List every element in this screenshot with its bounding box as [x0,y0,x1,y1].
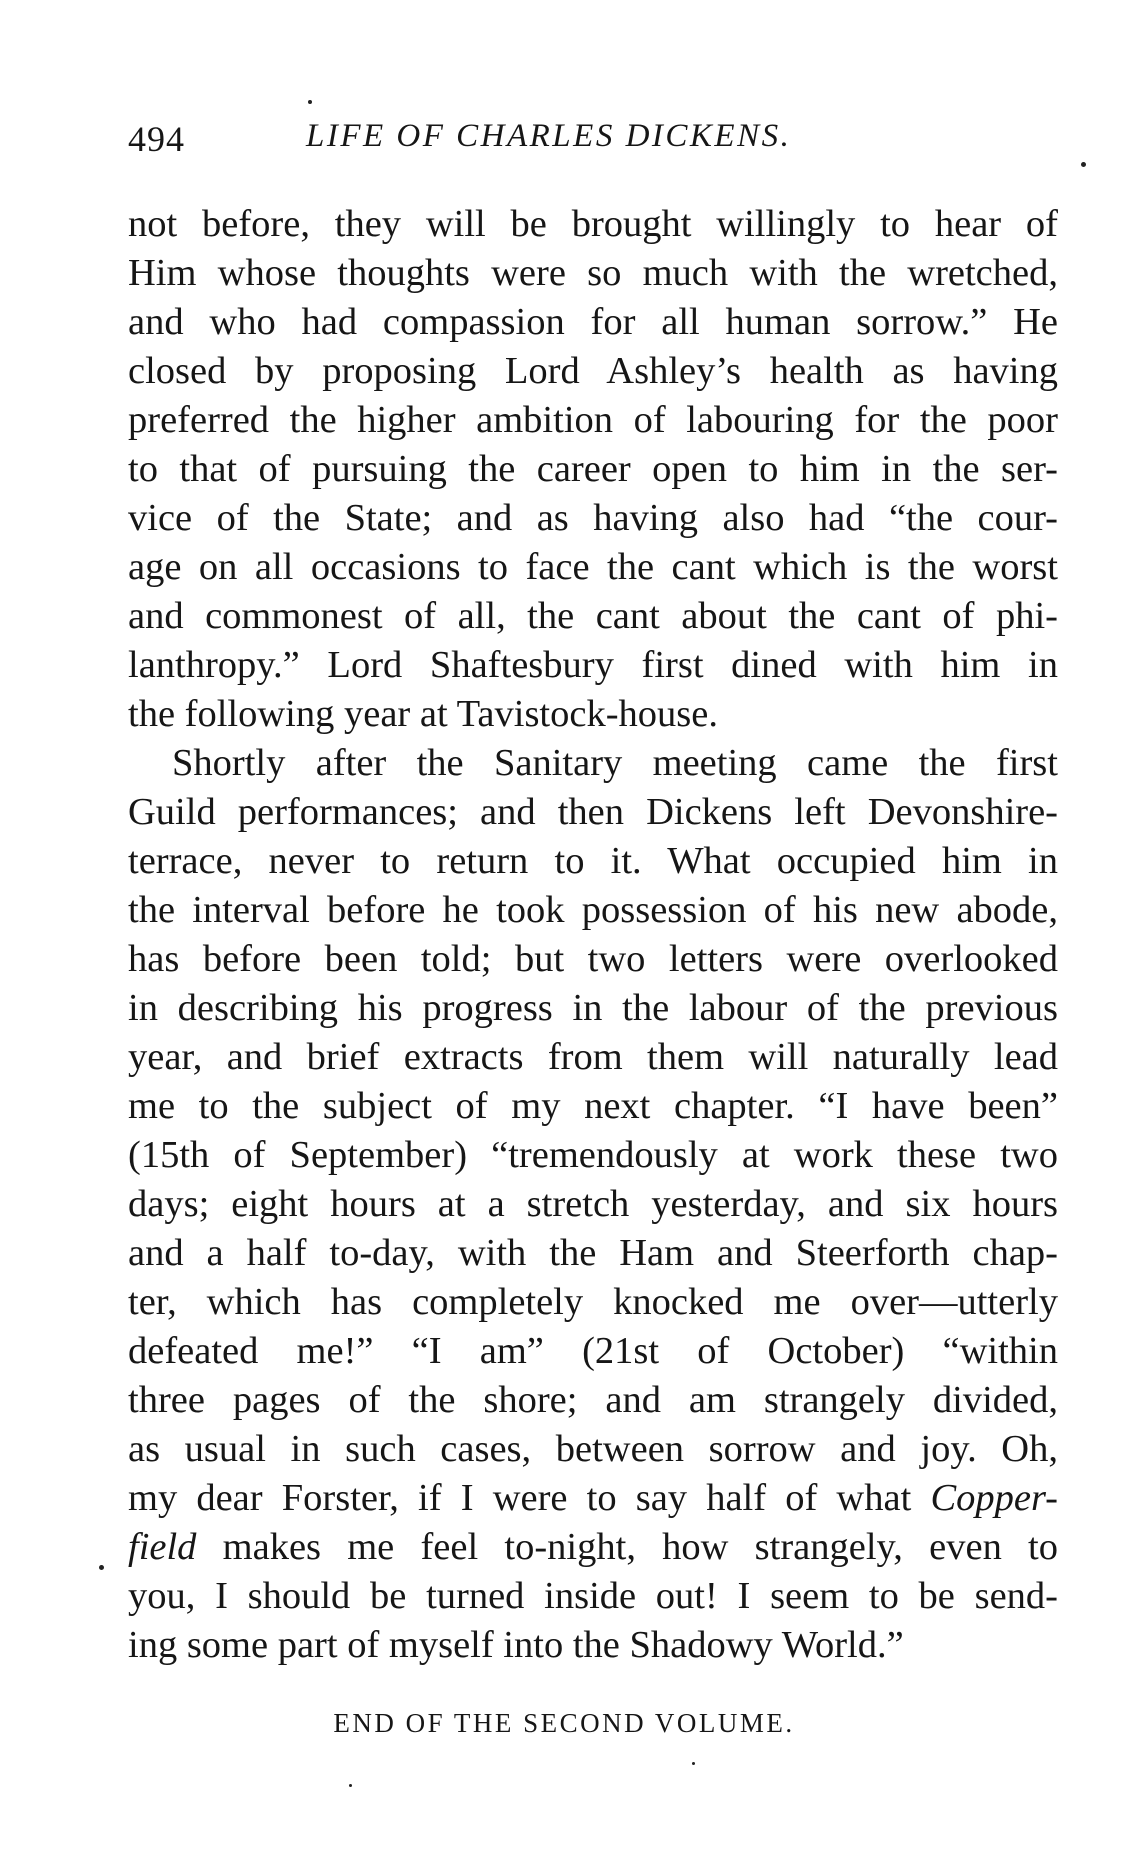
text-line: age on all occasions to face the cant which is the worst [128,546,1058,588]
text-line: and a half to-day, with the Ham and Steerforth chap- [128,1232,1058,1274]
text-line: Guild performances; and then Dickens left Devonshire- [128,791,1058,833]
running-head [128,118,1058,158]
text-line: the following year at Tavistock-house. [128,693,718,735]
text-segment: my dear Forster, if I were to say half of what [128,1477,931,1519]
page-number: 494 [128,119,185,159]
text-line: preferred the higher ambition of labouring for the poor [128,399,1058,441]
text-line: lanthropy.” Lord Shaftesbury first dined with him in [128,644,1058,686]
end-of-volume-note: END OF THE SECOND VOLUME. [333,1708,795,1738]
text-line: in describing his progress in the labour of the previous [128,987,1058,1029]
ink-speck [349,1784,352,1787]
text-line: closed by proposing Lord Ashley’s health as having [128,350,1058,392]
paragraph-start-line: Shortly after the Sanitary meeting came the first [172,742,1058,784]
ink-speck [308,100,312,104]
text-line: to that of pursuing the career open to him in the ser- [128,448,1058,490]
text-line: not before, they will be brought willingly to hear of [128,203,1058,245]
text-line: days; eight hours at a stretch yesterday, and six hours [128,1183,1058,1225]
ink-speck [1081,162,1086,167]
text-line: ing some part of myself into the Shadowy World.” [128,1624,904,1666]
running-title: LIFE OF CHARLES DICKENS. [306,118,792,154]
text-line: terrace, never to return to it. What occupied him in [128,840,1058,882]
text-line: vice of the State; and as having also had “the cour- [128,497,1058,539]
text-line: three pages of the shore; and am strangely divided, [128,1379,1058,1421]
text-line: the interval before he took possession of his new abode, [128,889,1058,931]
book-title-italic: Copper- [930,1477,1058,1519]
text-line: year, and brief extracts from them will naturally lead [128,1036,1058,1078]
text-line: as usual in such cases, between sorrow and joy. Oh, [128,1428,1058,1470]
text-line: Him whose thoughts were so much with the wretched, [128,252,1058,294]
body-text [128,200,1058,1670]
ink-speck [99,1565,104,1570]
text-line: defeated me!” “I am” (21st of October) “within [128,1330,1058,1372]
text-line [128,1474,1058,1523]
text-line: and who had compassion for all human sorrow.” He [128,301,1058,343]
text-line: me to the subject of my next chapter. “I have been” [128,1085,1058,1127]
ink-speck [692,1762,695,1765]
text-line: you, I should be turned inside out! I seem to be send- [128,1575,1058,1617]
text-line: and commonest of all, the cant about the cant of phi- [128,595,1058,637]
text-segment: makes me feel to-night, how strangely, even to [196,1526,1058,1568]
text-line [128,1523,1058,1572]
text-line: (15th of September) “tremendously at work these two [128,1134,1058,1176]
book-title-italic: field [128,1526,197,1568]
text-line: has before been told; but two letters were overlooked [128,938,1058,980]
text-line: ter, which has completely knocked me over—utterly [128,1281,1058,1323]
